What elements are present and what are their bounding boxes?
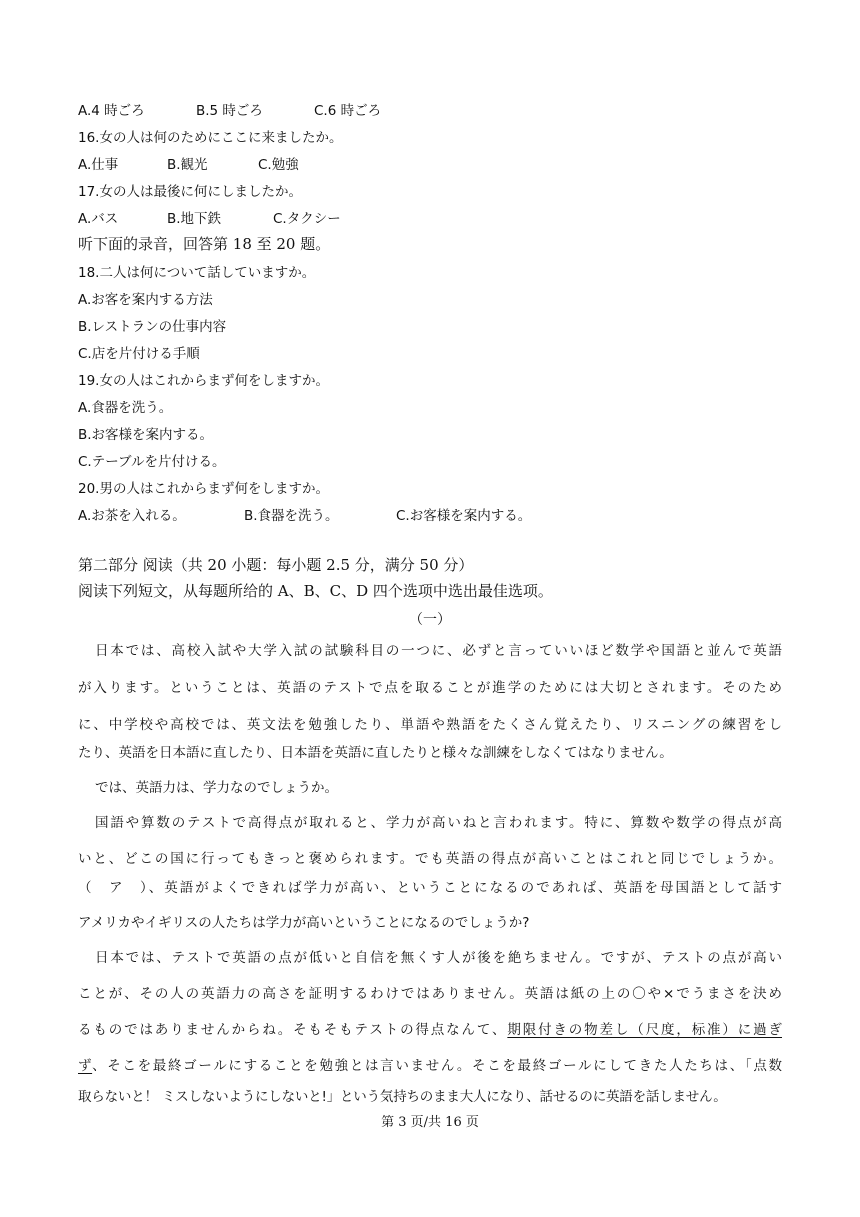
p3-line-1: 国語や算数のテストで高得点が取れると、学力が高いねと言われます。特に、算数や数学の得点が高	[95, 815, 782, 831]
q19-option-a: A.食器を洗う。	[78, 400, 173, 416]
q20-option-a: A.お茶を入れる。	[78, 508, 186, 524]
underlined-phrase: 期限付きの物差し（尺度，标准）に過ぎ	[507, 1022, 782, 1038]
p1-line-2: が入ります。ということは、英語のテストで点を取ることが進学のためには大切とされます。そのため	[78, 680, 782, 696]
reading-section-title: 第二部分 阅读（共 20 小题：每小题 2.5 分，满分 50 分）	[78, 556, 474, 574]
underlined-phrase-end: ず	[78, 1058, 93, 1074]
q20-option-b: B.食器を洗う。	[244, 508, 339, 524]
p4-line-5: 取らないと！ ミスしないようにしないと!」という気持ちのまま大人になり、話せるのに英語を話しません。	[78, 1089, 727, 1105]
q19-question: 19.女の人はこれからまず何をしますか。	[78, 373, 329, 389]
reading-instruction: 阅读下列短文，从每题所给的 A、B、C、D 四个选项中选出最佳选项。	[78, 582, 553, 600]
p3-line-2: いと、どこの国に行ってもきっと褒められます。でも英語の得点が高いことはこれと同じでしょうか。	[78, 851, 782, 867]
q18-option-c: C.店を片付ける手順	[78, 346, 200, 362]
q20-question: 20.男の人はこれからまず何をしますか。	[78, 481, 329, 497]
q15-option-b: B.5 時ごろ	[196, 103, 263, 119]
q15-option-a: A.4 時ごろ	[78, 103, 145, 119]
p4-line-4-text: 、そこを最終ゴールにすることを勉強とは言いません。そこを最終ゴールにしてきた人たちは、「点数	[92, 1058, 782, 1074]
p4-line-3	[78, 1021, 782, 1039]
q17-option-c: C.タクシー	[273, 211, 341, 227]
p1-line-1: 日本では、高校入試や大学入試の試験科目の一つに、必ずと言っていいほど数学や国語と並んで英語	[95, 643, 782, 659]
q17-option-a: A.バス	[78, 211, 119, 227]
q19-option-b: B.お客様を案内する。	[78, 427, 214, 443]
q19-option-c: C.テーブルを片付ける。	[78, 454, 226, 470]
page-footer: 第 3 页/共 16 页	[381, 1115, 479, 1130]
p4-line-3-text: るものではありませんからね。そもそもテストの得点なんて、	[78, 1022, 508, 1038]
p4-line-4	[78, 1057, 782, 1075]
q15-option-c: C.6 時ごろ	[314, 103, 382, 119]
p2-line-1: では、英語力は、学力なのでしょうか。	[95, 780, 338, 796]
p3-line-3: （ ア ）、英語がよくできれば学力が高い、ということになるのであれば、英語を母国語として話す	[78, 880, 782, 896]
p1-line-4: たり、英語を日本語に直したり、日本語を英語に直したりと様々な訓練をしなくてはなりません。	[78, 745, 673, 761]
p3-line-4: アメリカやイギリスの人たちは学力が高いということになるのでしょうか?	[78, 915, 530, 931]
q16-option-c: C.勉強	[258, 157, 299, 173]
q16-option-b: B.観光	[167, 157, 208, 173]
q18-option-b: B.レストランの仕事内容	[78, 319, 227, 335]
listening-instruction: 听下面的录音，回答第 18 至 20 题。	[78, 235, 331, 253]
q17-question: 17.女の人は最後に何にしましたか。	[78, 184, 302, 200]
p4-line-1: 日本では、テストで英語の点が低いと自信を無くす人が後を絶ちません。ですが、テストの点が高い	[95, 950, 782, 966]
q16-question: 16.女の人は何のためにここに来ましたか。	[78, 130, 343, 146]
q16-option-a: A.仕事	[78, 157, 119, 173]
p4-line-2: ことが、その人の英語力の高さを証明するわけではありません。英語は紙の上の〇や×でうまさを決め	[78, 986, 782, 1002]
p1-line-3: に、中学校や高校では、英文法を勉強したり、単語や熟語をたくさん覚えたり、リスニングの練習をし	[78, 717, 782, 733]
passage-label: （一）	[409, 612, 451, 628]
q17-option-b: B.地下鉄	[167, 211, 222, 227]
q18-question: 18.二人は何について話していますか。	[78, 265, 316, 281]
q20-option-c: C.お客様を案内する。	[396, 508, 532, 524]
q18-option-a: A.お客を案内する方法	[78, 292, 213, 308]
